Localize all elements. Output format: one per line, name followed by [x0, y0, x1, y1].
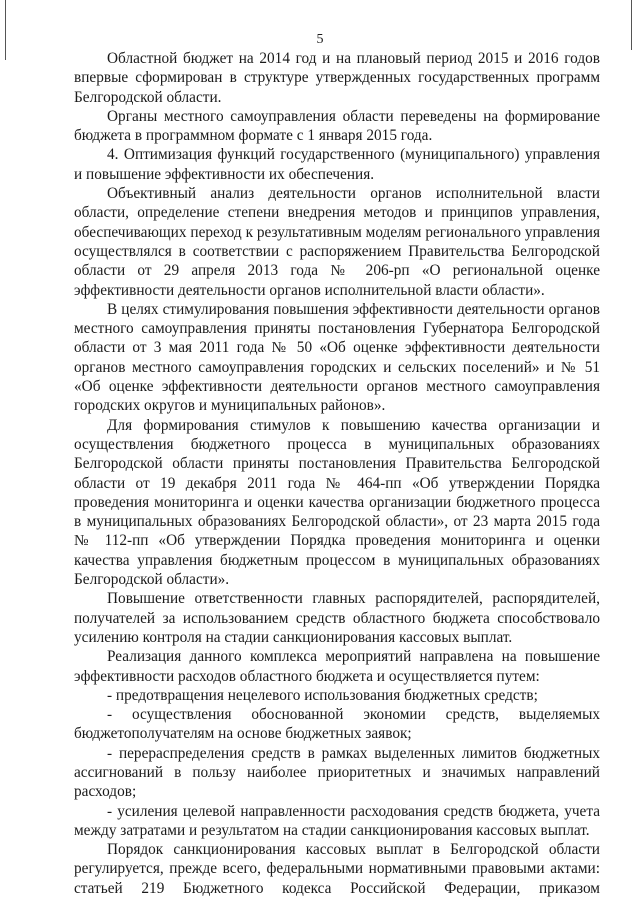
- list-item-targeting: - усиления целевой направленности расходования средств бюджета, учета между затратами и результатом на стадии санкционирования кассовых выплат.: [74, 802, 600, 839]
- paragraph-objective-analysis: Объективный анализ деятельности органов исполнительной власти области, определение степени внедрения методов и принципов управления, обеспечивающих переход к результативным моделям регионального управления осуществлялся в соответствии с распоряжением Правительства Белгородской области от 29 апреля 2013 года № 206-рп «О региональной оценке эффективности деятельности органов исполнительной власти области».: [74, 185, 600, 299]
- paragraph-budget-programs: Областной бюджет на 2014 год и на плановый период 2015 и 2016 годов впервые сформирован в структуре утвержденных государственных программ Белгородской области.: [74, 50, 600, 106]
- paragraph-local-government-format: Органы местного самоуправления области переведены на формирование бюджета в программном формате с 1 января 2015 года.: [74, 107, 600, 145]
- paragraph-budget-process-quality: Для формирования стимулов к повышению качества организации и осуществления бюджетного процесса в муниципальных образованиях Белгородской области приняты постановления Правительства Белгородской области от 19 декабря 2011 года № 464-пп «Об утверждении Порядка проведения мониторинга и оценки качества организации бюджетного процесса в муниципальных образованиях Белгородской области», от 23 марта 2015 года № 112-пп «Об утверждении Порядка проведения мониторинга и оценки качества управления бюджетным процессом в муниципальных образованиях Белгородской области».: [74, 416, 600, 589]
- list-item-redistribution: - перераспределения средств в рамках выделенных лимитов бюджетных ассигнований в пользу наиболее приоритетных и значимых направлений расходов;: [74, 744, 600, 801]
- paragraph-authorization-procedure: Порядок санкционирования кассовых выплат в Белгородской области регулируется, прежде всего, федеральными нормативными правовыми актами: статьей 219 Бюджетного кодекса Российской Федерации, приказом: [74, 841, 600, 897]
- section-heading-4: 4. Оптимизация функций государственного (муниципального) управления и повышение эффективности их обеспечения.: [74, 146, 600, 183]
- paragraph-responsibility: Повышение ответственности главных распорядителей, распорядителей, получателей за использованием средств областного бюджета способствовало усилению контроля на стадии санкционирования кассовых выплат.: [74, 590, 600, 646]
- paragraph-stimulation: В целях стимулирования повышения эффективности деятельности органов местного самоуправления приняты постановления Губернатора Белгородской области от 3 мая 2011 года № 50 «Об оценке эффективности деятельности органов местного самоуправления городских и сельских поселений» и № 51 «Об оценке эффективности деятельности органов местного самоуправления городских округов и муниципальных районов».: [74, 300, 600, 415]
- paragraph-measures: Реализация данного комплекса мероприятий направлена на повышение эффективности расходов областного бюджета и осуществляется путем:: [74, 648, 600, 685]
- scan-edge-left: [5, 0, 6, 60]
- page-number: 5: [316, 32, 324, 47]
- list-item-prevent-misuse: - предотвращения нецелевого использования бюджетных средств;: [107, 686, 538, 704]
- list-item-savings: - осуществления обоснованной экономии средств, выделяемых бюджетополучателям на основе бюджетных заявок;: [74, 706, 600, 743]
- document-body: [74, 49, 600, 898]
